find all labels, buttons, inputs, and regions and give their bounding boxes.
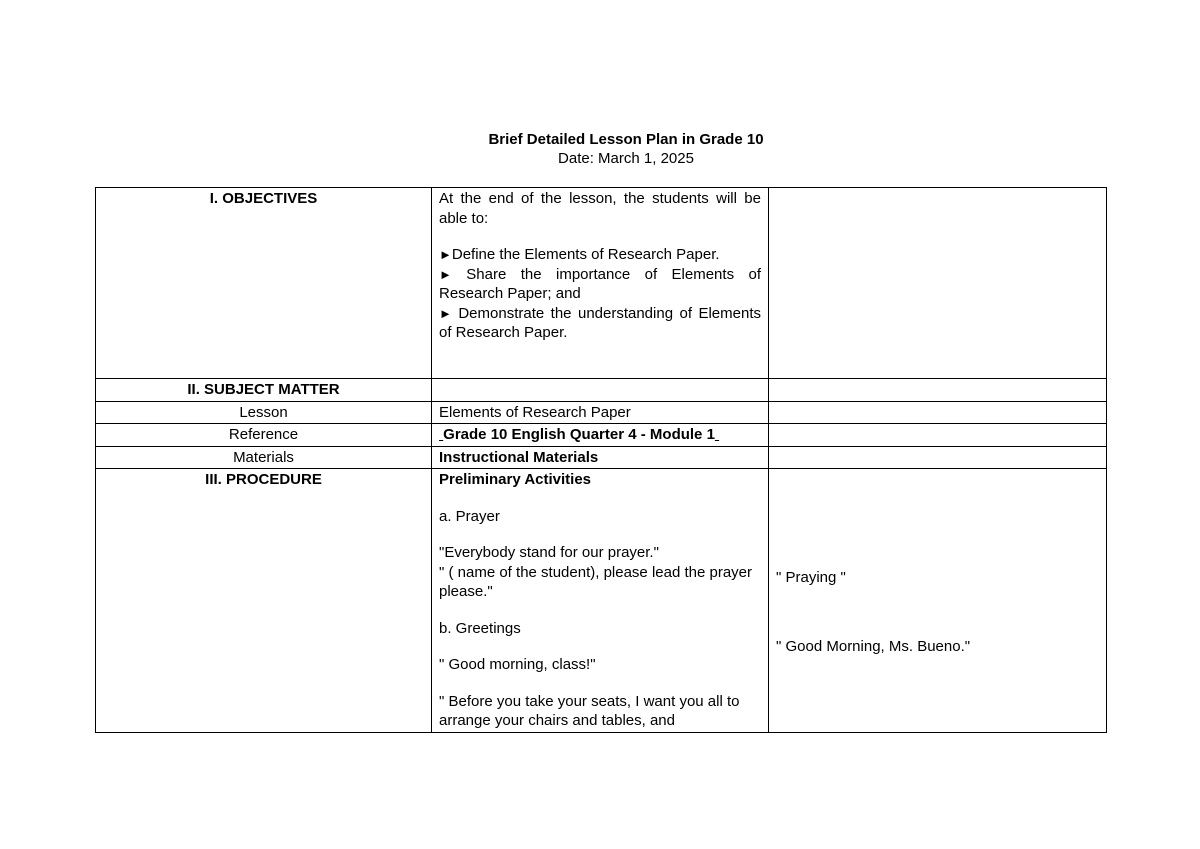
seats-instruction: " Before you take your seats, I want you all to arrange your chairs and tables, and xyxy=(439,692,740,729)
prayer-line: " ( name of the student), please lead the prayer please." xyxy=(439,563,753,600)
objectives-heading: I. OBJECTIVES xyxy=(96,188,432,379)
subject-matter-heading: II. SUBJECT MATTER xyxy=(96,379,432,402)
lesson-row xyxy=(96,401,1107,424)
procedure-heading: III. PROCEDURE xyxy=(96,469,432,733)
student-response-praying: " Praying " xyxy=(776,569,846,586)
materials-label: Materials xyxy=(96,446,432,469)
objective-item: ► Share the importance of Elements of Research Paper; and xyxy=(439,265,761,302)
materials-value: Instructional Materials xyxy=(432,446,769,469)
objectives-student-column xyxy=(769,188,1107,379)
objective-item: ► Demonstrate the understanding of Elements of Research Paper. xyxy=(439,304,761,341)
bullet-arrow-icon: ► xyxy=(439,266,452,282)
bullet-arrow-icon: ► xyxy=(439,247,452,262)
reference-row xyxy=(96,424,1107,447)
procedure-row xyxy=(96,469,1107,733)
prayer-label: a. Prayer xyxy=(439,507,500,525)
procedure-teacher-column xyxy=(432,469,769,733)
lesson-value: Elements of Research Paper xyxy=(432,401,769,424)
bullet-arrow-icon: ► xyxy=(439,305,452,321)
objectives-intro: At the end of the lesson, the students will be able to: xyxy=(439,190,761,227)
greeting-line: " Good morning, class!" xyxy=(439,656,596,673)
procedure-student-column xyxy=(769,469,1107,733)
reference-value: Grade 10 English Quarter 4 - Module 1 xyxy=(432,424,769,447)
document-date: Date: March 1, 2025 xyxy=(558,150,694,167)
objectives-content xyxy=(432,188,769,379)
document-title: Brief Detailed Lesson Plan in Grade 10 xyxy=(488,131,764,148)
greetings-label: b. Greetings xyxy=(439,619,521,637)
reference-label: Reference xyxy=(96,424,432,447)
student-response-greeting: " Good Morning, Ms. Bueno." xyxy=(776,637,971,655)
prayer-line: "Everybody stand for our prayer." xyxy=(439,544,659,561)
objective-item: ►Define the Elements of Research Paper. xyxy=(439,246,720,263)
objectives-row xyxy=(96,188,1107,379)
preliminary-activities-heading: Preliminary Activities xyxy=(439,471,592,488)
subject-matter-row xyxy=(96,379,1107,402)
materials-row xyxy=(96,446,1107,469)
lesson-label: Lesson xyxy=(96,401,432,424)
lesson-plan-table xyxy=(95,187,1107,733)
